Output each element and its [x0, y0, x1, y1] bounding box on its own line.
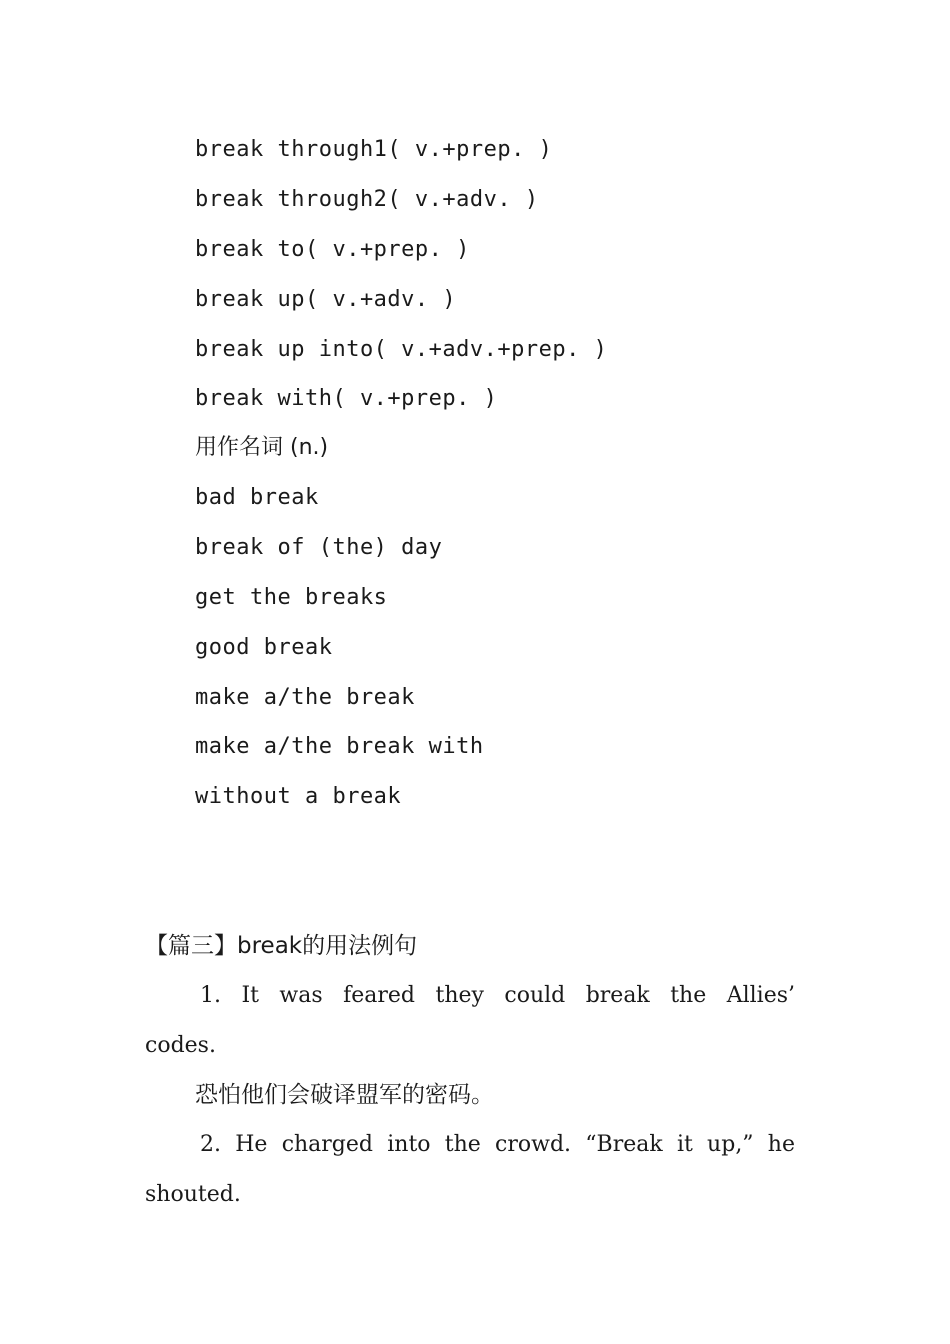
- section-heading: 【篇三】break的用法例句: [145, 933, 418, 959]
- example-sentence-2: 2. He charged into the crowd. “Break it up,” he shouted.: [145, 1132, 795, 1207]
- noun-phrase-line: get the breaks: [195, 585, 388, 610]
- example-translation-1: 恐怕他们会破译盟军的密码。: [195, 1082, 494, 1108]
- noun-phrase-line: break of (the) day: [195, 535, 443, 560]
- noun-phrase-line: without a break: [195, 784, 402, 809]
- phrase-line: break with( v.+prep. ): [195, 386, 498, 411]
- noun-phrase-line: make a/the break with: [195, 734, 484, 759]
- noun-usage-heading: 用作名词 (n.): [195, 435, 329, 460]
- phrase-line: break up( v.+adv. ): [195, 287, 457, 312]
- phrase-line: break through1( v.+prep. ): [195, 137, 553, 162]
- noun-phrase-line: good break: [195, 635, 333, 660]
- phrase-line: break to( v.+prep. ): [195, 237, 470, 262]
- example-sentence-1: 1. It was feared they could break the Allies’ codes.: [145, 983, 795, 1058]
- noun-phrase-line: make a/the break: [195, 685, 415, 710]
- phrase-line: break up into( v.+adv.+prep. ): [195, 337, 608, 362]
- phrase-line: break through2( v.+adv. ): [195, 187, 539, 212]
- noun-phrase-line: bad break: [195, 485, 319, 510]
